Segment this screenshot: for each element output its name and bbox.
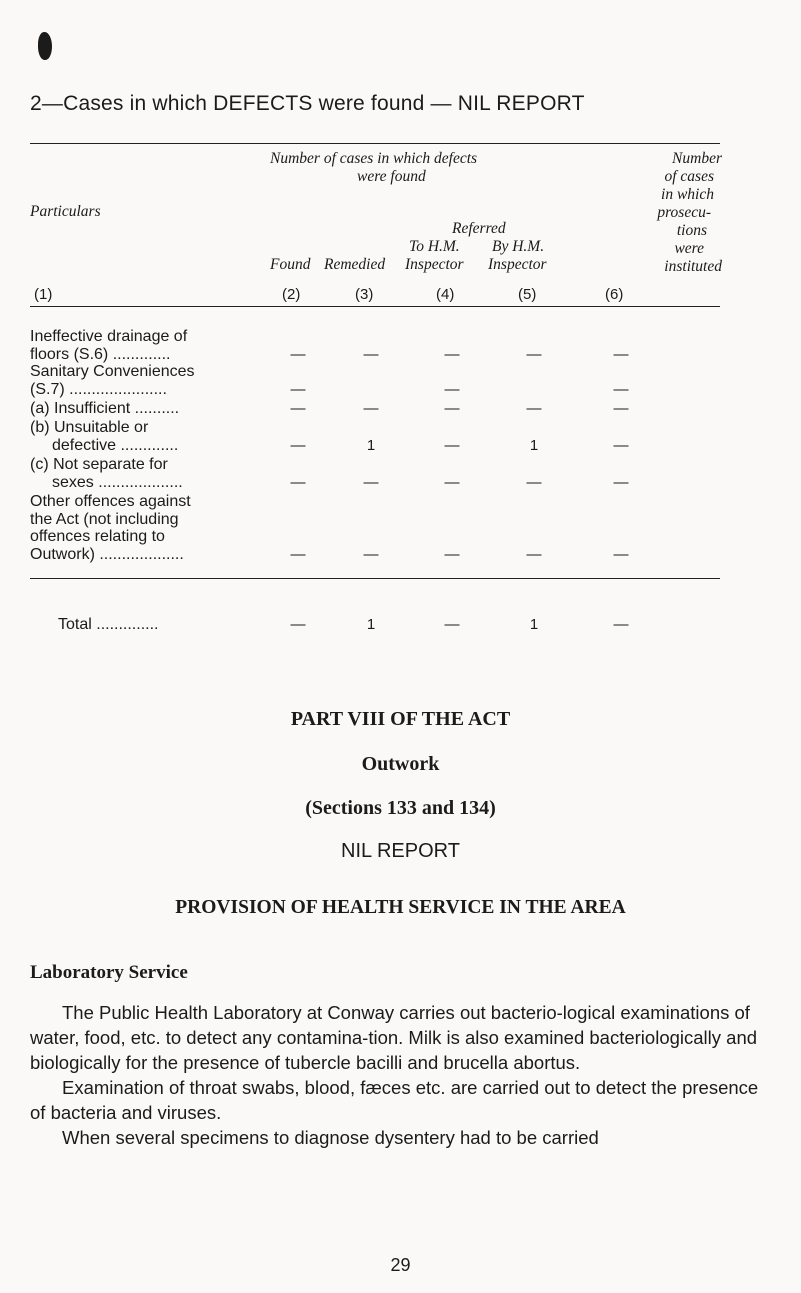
outwork-heading: Outwork: [361, 753, 440, 775]
row-label-line: defective .............: [52, 436, 179, 454]
laboratory-heading: Laboratory Service: [30, 962, 188, 983]
table-top-rule: [30, 143, 720, 144]
row-label-line: the Act (not including: [30, 510, 179, 528]
paragraph: Examination of throat swabs, blood, fæces etc. are carried out to detect the presence of bacteria and viruses.: [30, 1077, 759, 1123]
cell: —: [613, 400, 629, 417]
row-label: [30, 493, 290, 563]
cell: —: [363, 346, 379, 363]
row-label: [30, 456, 290, 491]
header-particulars: Particulars: [30, 203, 101, 220]
header-found: Found: [270, 256, 311, 273]
header-prosec-line: Number: [672, 150, 722, 167]
cell: —: [290, 346, 306, 363]
col-number-1: (1): [34, 286, 53, 303]
total-label: Total ..............: [58, 616, 159, 633]
cell: —: [363, 474, 379, 491]
cell: —: [613, 381, 629, 398]
cell: —: [444, 381, 460, 398]
row-label-line: (b) Unsuitable or: [30, 419, 149, 436]
cell: —: [526, 346, 542, 363]
nil-report: NIL REPORT: [341, 840, 460, 862]
cell: —: [290, 546, 306, 563]
row-label: [30, 400, 290, 418]
cell: —: [444, 346, 460, 363]
cell: 1: [366, 437, 376, 454]
cell: —: [526, 474, 542, 491]
col-number-2: (2): [282, 286, 301, 303]
header-prosec-line: in which: [661, 186, 714, 203]
header-referred: Referred: [452, 220, 506, 237]
cell: —: [290, 400, 306, 417]
col-number-3: (3): [355, 286, 374, 303]
cell: —: [526, 400, 542, 417]
row-label-line: Other offences against: [30, 493, 191, 510]
row-label-line: (S.7) ......................: [30, 380, 167, 398]
row-label-line: floors (S.6) .............: [30, 345, 171, 363]
header-were-found: were found: [357, 168, 426, 185]
row-label: [30, 328, 290, 363]
col-number-6: (6): [605, 286, 624, 303]
row-label-line: offences relating to: [30, 528, 165, 545]
row-label: [30, 363, 290, 398]
header-prosecutions: [570, 150, 722, 276]
cell: 1: [366, 616, 376, 633]
header-prosec-line: instituted: [664, 258, 722, 275]
cell: —: [290, 381, 306, 398]
header-bottom-rule: [30, 306, 720, 307]
cell: —: [613, 346, 629, 363]
header-inspector-4: Inspector: [405, 256, 464, 273]
part-viii-title: PART VIII OF THE ACT: [290, 708, 511, 730]
cell: —: [444, 546, 460, 563]
col-number-4: (4): [436, 286, 455, 303]
section-heading: 2—Cases in which DEFECTS were found — NIL REPORT: [30, 92, 585, 115]
cell: —: [444, 616, 460, 633]
cell: —: [363, 400, 379, 417]
header-by-hm: By H.M.: [492, 238, 545, 255]
col-number-5: (5): [518, 286, 537, 303]
row-label-line: sexes ...................: [52, 473, 183, 491]
cell: —: [613, 437, 629, 454]
cell: —: [444, 437, 460, 454]
header-prosec-line: prosecu-: [657, 204, 711, 221]
header-prosec-line: tions: [676, 222, 707, 239]
header-prosec-line: were: [674, 240, 704, 257]
cell: —: [290, 474, 306, 491]
cell: —: [613, 616, 629, 633]
paragraph: The Public Health Laboratory at Conway carries out bacterio-logical examinations of water, food, etc. to detect any contamina-tion. Milk is also examined bacteriologically and biologically for the presence of tubercle bacilli and brucella abortus.: [30, 1002, 758, 1073]
row-label: [30, 419, 290, 454]
cell: —: [613, 474, 629, 491]
header-to-hm: To H.M.: [409, 238, 460, 255]
total-top-rule: [30, 578, 720, 579]
cell: —: [444, 400, 460, 417]
provision-heading: PROVISION OF HEALTH SERVICE IN THE AREA: [175, 897, 626, 918]
cell: —: [363, 546, 379, 563]
header-number-of-cases: Number of cases in which defects: [270, 150, 478, 167]
cell: —: [290, 616, 306, 633]
page-number: 29: [390, 1255, 411, 1275]
row-label-line: Sanitary Conveniences: [30, 363, 195, 380]
row-label-line: Outwork) ...................: [30, 545, 184, 563]
header-prosec-line: of cases: [664, 168, 714, 185]
row-label-line: Ineffective drainage of: [30, 328, 188, 345]
row-label-line: (c) Not separate for: [30, 456, 168, 473]
cell: —: [290, 437, 306, 454]
cell: —: [526, 546, 542, 563]
cell: —: [613, 546, 629, 563]
cell: 1: [529, 616, 539, 633]
cell: 1: [529, 437, 539, 454]
sections-heading: (Sections 133 and 134): [305, 797, 496, 819]
paragraph: When several specimens to diagnose dysentery had to be carried: [62, 1127, 599, 1148]
header-remedied: Remedied: [324, 256, 386, 273]
row-label-line: (a) Insufficient ..........: [30, 400, 180, 417]
body-text: [30, 1000, 775, 1150]
header-inspector-5: Inspector: [488, 256, 547, 273]
cell: —: [444, 474, 460, 491]
ink-mark: [38, 32, 52, 60]
